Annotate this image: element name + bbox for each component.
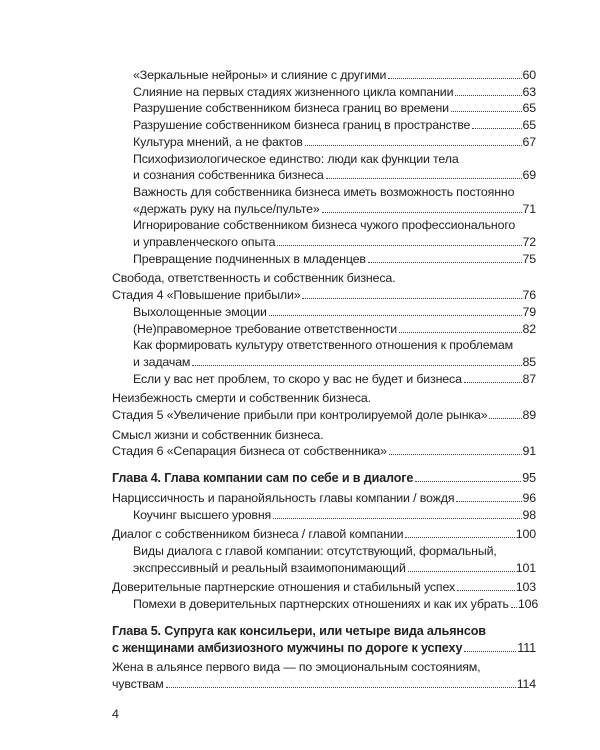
toc-entry-title: (Не)правомерное требование ответственности (133, 321, 398, 336)
dot-leader (455, 95, 521, 96)
toc-entry-line (112, 526, 536, 543)
toc-entry (112, 543, 536, 576)
toc-entry-line (112, 427, 536, 444)
dot-leader (511, 607, 517, 608)
toc-entry-line (112, 287, 536, 304)
toc-entry-line (112, 443, 536, 460)
toc-entry-title: Виды диалога с главой компании: отсутствующий, формальный, (133, 543, 497, 558)
toc-entry-line (112, 659, 536, 676)
toc-entry (112, 659, 536, 692)
toc-entry (112, 579, 536, 596)
toc-entry-title: Стадия 4 «Повышение прибыли» (112, 288, 301, 303)
toc-entry-line (112, 676, 536, 693)
toc-page-number: 67 (522, 134, 536, 149)
toc-entry-line (133, 371, 536, 388)
toc-entry-line (133, 134, 536, 151)
dot-leader (269, 315, 522, 316)
dot-leader (415, 481, 521, 482)
toc-entry-line (112, 407, 536, 424)
toc-entry (112, 526, 536, 543)
toc-entry-line (133, 67, 536, 84)
toc-entry-title: чувствам (112, 676, 164, 691)
toc-page-number: 91 (522, 444, 536, 459)
toc-page-number: 95 (522, 471, 536, 486)
toc-page-number: 60 (522, 68, 536, 82)
toc-entry (112, 67, 536, 84)
toc-entry-title: Разрушение собственником бизнеса границ в пространстве (133, 118, 471, 133)
toc-entry (112, 251, 536, 268)
toc-entry-line (112, 470, 536, 487)
toc-entry-line (133, 543, 536, 560)
toc-entry-title: Неизбежность смерти и собственник бизнеса. (112, 391, 371, 406)
toc-entry-title: Глава 4. Глава компании сам по себе и в диалоге (112, 471, 414, 486)
dot-leader (388, 78, 521, 79)
toc-page-number: 65 (522, 101, 536, 116)
toc-chapter (112, 470, 536, 487)
toc-entry-line (133, 304, 536, 321)
toc-entry-title: и задачам (133, 354, 191, 369)
toc-entry-line (112, 579, 536, 596)
toc-entry-line (112, 490, 536, 507)
toc-entry-line (112, 390, 536, 407)
toc-page-number: 103 (515, 580, 536, 595)
toc-entry (112, 217, 536, 250)
toc-entry-title: Жена в альянсе первого вида — по эмоциональным состояниям, (112, 660, 481, 675)
toc-entry (112, 304, 536, 321)
dot-leader (166, 687, 516, 688)
toc-entry-line (112, 270, 536, 287)
toc-entry-title: Как формировать культуру ответственного отношения к проблемам (133, 338, 513, 353)
toc-page-number: 76 (522, 288, 536, 303)
toc-page-number: 100 (515, 527, 536, 542)
toc-page-number: 114 (516, 676, 536, 691)
toc-entry-title: «держать руку на пульсе/пульте» (133, 201, 320, 216)
dot-leader (302, 298, 521, 299)
toc-entry-title: Выхолощенные эмоции (133, 304, 267, 319)
dot-leader (322, 212, 522, 213)
toc-entry (112, 596, 539, 613)
dot-leader (451, 111, 522, 112)
toc-entry-title: «Зеркальные нейроны» и слияние с другими (133, 68, 387, 82)
dot-leader (368, 262, 522, 263)
toc-entry-line (133, 251, 536, 268)
toc-page-number: 65 (522, 118, 536, 133)
toc-entry-title: Разрушение собственником бизнеса границ во времени (133, 101, 449, 116)
dot-leader (464, 651, 516, 652)
toc-page-number: 82 (522, 321, 536, 336)
dot-leader (273, 518, 521, 519)
toc-entry (112, 507, 536, 524)
dot-leader (192, 365, 521, 366)
table-of-contents (112, 67, 539, 693)
dot-leader (389, 454, 522, 455)
toc-page-number: 85 (522, 354, 536, 369)
toc-entry-title: Если у вас нет проблем, то скоро у вас не будет и бизнеса (133, 371, 462, 386)
toc-entry (112, 151, 536, 184)
toc-entry-line (133, 337, 536, 354)
toc-entry-title: Диалог с собственником бизнеса / главой компании (112, 527, 404, 542)
toc-entry-title: Игнорирование собственником бизнеса чужого профессионального (133, 218, 516, 233)
toc-entry-line (133, 354, 536, 371)
dot-leader (277, 245, 521, 246)
toc-entry-line (112, 623, 536, 640)
toc-entry-line (133, 560, 536, 577)
toc-entry (112, 390, 536, 423)
toc-entry-line (133, 151, 536, 168)
page-number: 4 (112, 707, 119, 721)
toc-page-number: 111 (517, 640, 536, 655)
toc-entry-title: Стадия 6 «Сепарация бизнеса от собственника» (112, 444, 387, 459)
toc-chapter (112, 623, 536, 656)
toc-entry-title: с женщинами амбизиозного мужчины по дороге к успеху (112, 640, 463, 655)
toc-entry-title: Культура мнений, а не фактов (133, 134, 303, 149)
dot-leader (457, 590, 515, 591)
toc-entry-title: экспрессивный и реальный взаимопонимающий (133, 560, 406, 575)
toc-entry (112, 321, 536, 338)
toc-entry-title: Смысл жизни и собственник бизнеса. (112, 427, 324, 442)
toc-entry-title: Доверительные партнерские отношения и стабильный успех (112, 580, 455, 595)
toc-entry-line (133, 596, 539, 613)
dot-leader (408, 571, 515, 572)
toc-entry (112, 490, 536, 507)
toc-page-number: 101 (515, 560, 536, 575)
toc-entry-line (133, 184, 536, 201)
toc-page-number: 98 (522, 507, 536, 522)
dot-leader (472, 128, 521, 129)
dot-leader (405, 537, 514, 538)
toc-entry (112, 337, 536, 370)
toc-entry-line (133, 84, 536, 101)
toc-entry-line (133, 217, 536, 234)
dot-leader (305, 145, 522, 146)
dot-leader (326, 178, 522, 179)
toc-entry (112, 84, 536, 101)
toc-entry-line (133, 321, 536, 338)
toc-page-number: 69 (522, 168, 536, 183)
toc-page-number: 79 (522, 304, 536, 319)
toc-page-number: 89 (522, 408, 536, 423)
toc-entry-title: Коучинг высшего уровня (133, 507, 272, 522)
toc-entry-title: Психофизиологическое единство: люди как функции тела (133, 151, 459, 166)
dot-leader (399, 332, 521, 333)
toc-entry-title: Глава 5. Супруга как консильери, или четыре вида альянсов (112, 623, 486, 638)
toc-entry (112, 270, 536, 303)
toc-entry-title: Помехи в доверительных партнерских отношениях и как их убрать (133, 597, 509, 612)
toc-page-number: 106 (517, 597, 539, 612)
toc-entry-title: Стадия 5 «Увеличение прибыли при контролируемой доле рынка» (112, 408, 488, 423)
toc-entry-line (133, 507, 536, 524)
toc-entry (112, 184, 536, 217)
toc-page-number: 63 (522, 84, 536, 99)
toc-entry-title: и управленческого опыта (133, 235, 276, 250)
toc-entry-title: Слияние на первых стадиях жизненного цикла компании (133, 84, 454, 99)
toc-entry-title: Превращение подчиненных в младенцев (133, 251, 366, 266)
toc-entry-line (133, 100, 536, 117)
toc-entry (112, 100, 536, 117)
toc-page-number: 75 (522, 251, 536, 266)
toc-entry (112, 117, 536, 134)
toc-entry-line (133, 167, 536, 184)
toc-entry-line (133, 117, 536, 134)
toc-entry-line (133, 234, 536, 251)
toc-page-number: 96 (522, 490, 536, 505)
toc-page-number: 71 (522, 201, 536, 216)
toc-entry-title: Важность для собственника бизнеса иметь возможность постоянно (133, 184, 515, 199)
toc-page-number: 72 (522, 235, 536, 250)
toc-entry-line (133, 201, 536, 218)
toc-entry-title: Свобода, ответственность и собственник бизнеса. (112, 271, 396, 286)
toc-entry-title: Нарциссичность и паранойяльность главы компании / вождя (112, 490, 455, 505)
toc-entry-line (112, 640, 536, 657)
dot-leader (464, 382, 522, 383)
dot-leader (489, 418, 521, 419)
toc-entry (112, 371, 536, 388)
dot-leader (456, 501, 521, 502)
toc-entry (112, 427, 536, 460)
toc-entry-title: и сознания собственника бизнеса (133, 168, 324, 183)
toc-page-number: 87 (522, 371, 536, 386)
toc-entry (112, 134, 536, 151)
